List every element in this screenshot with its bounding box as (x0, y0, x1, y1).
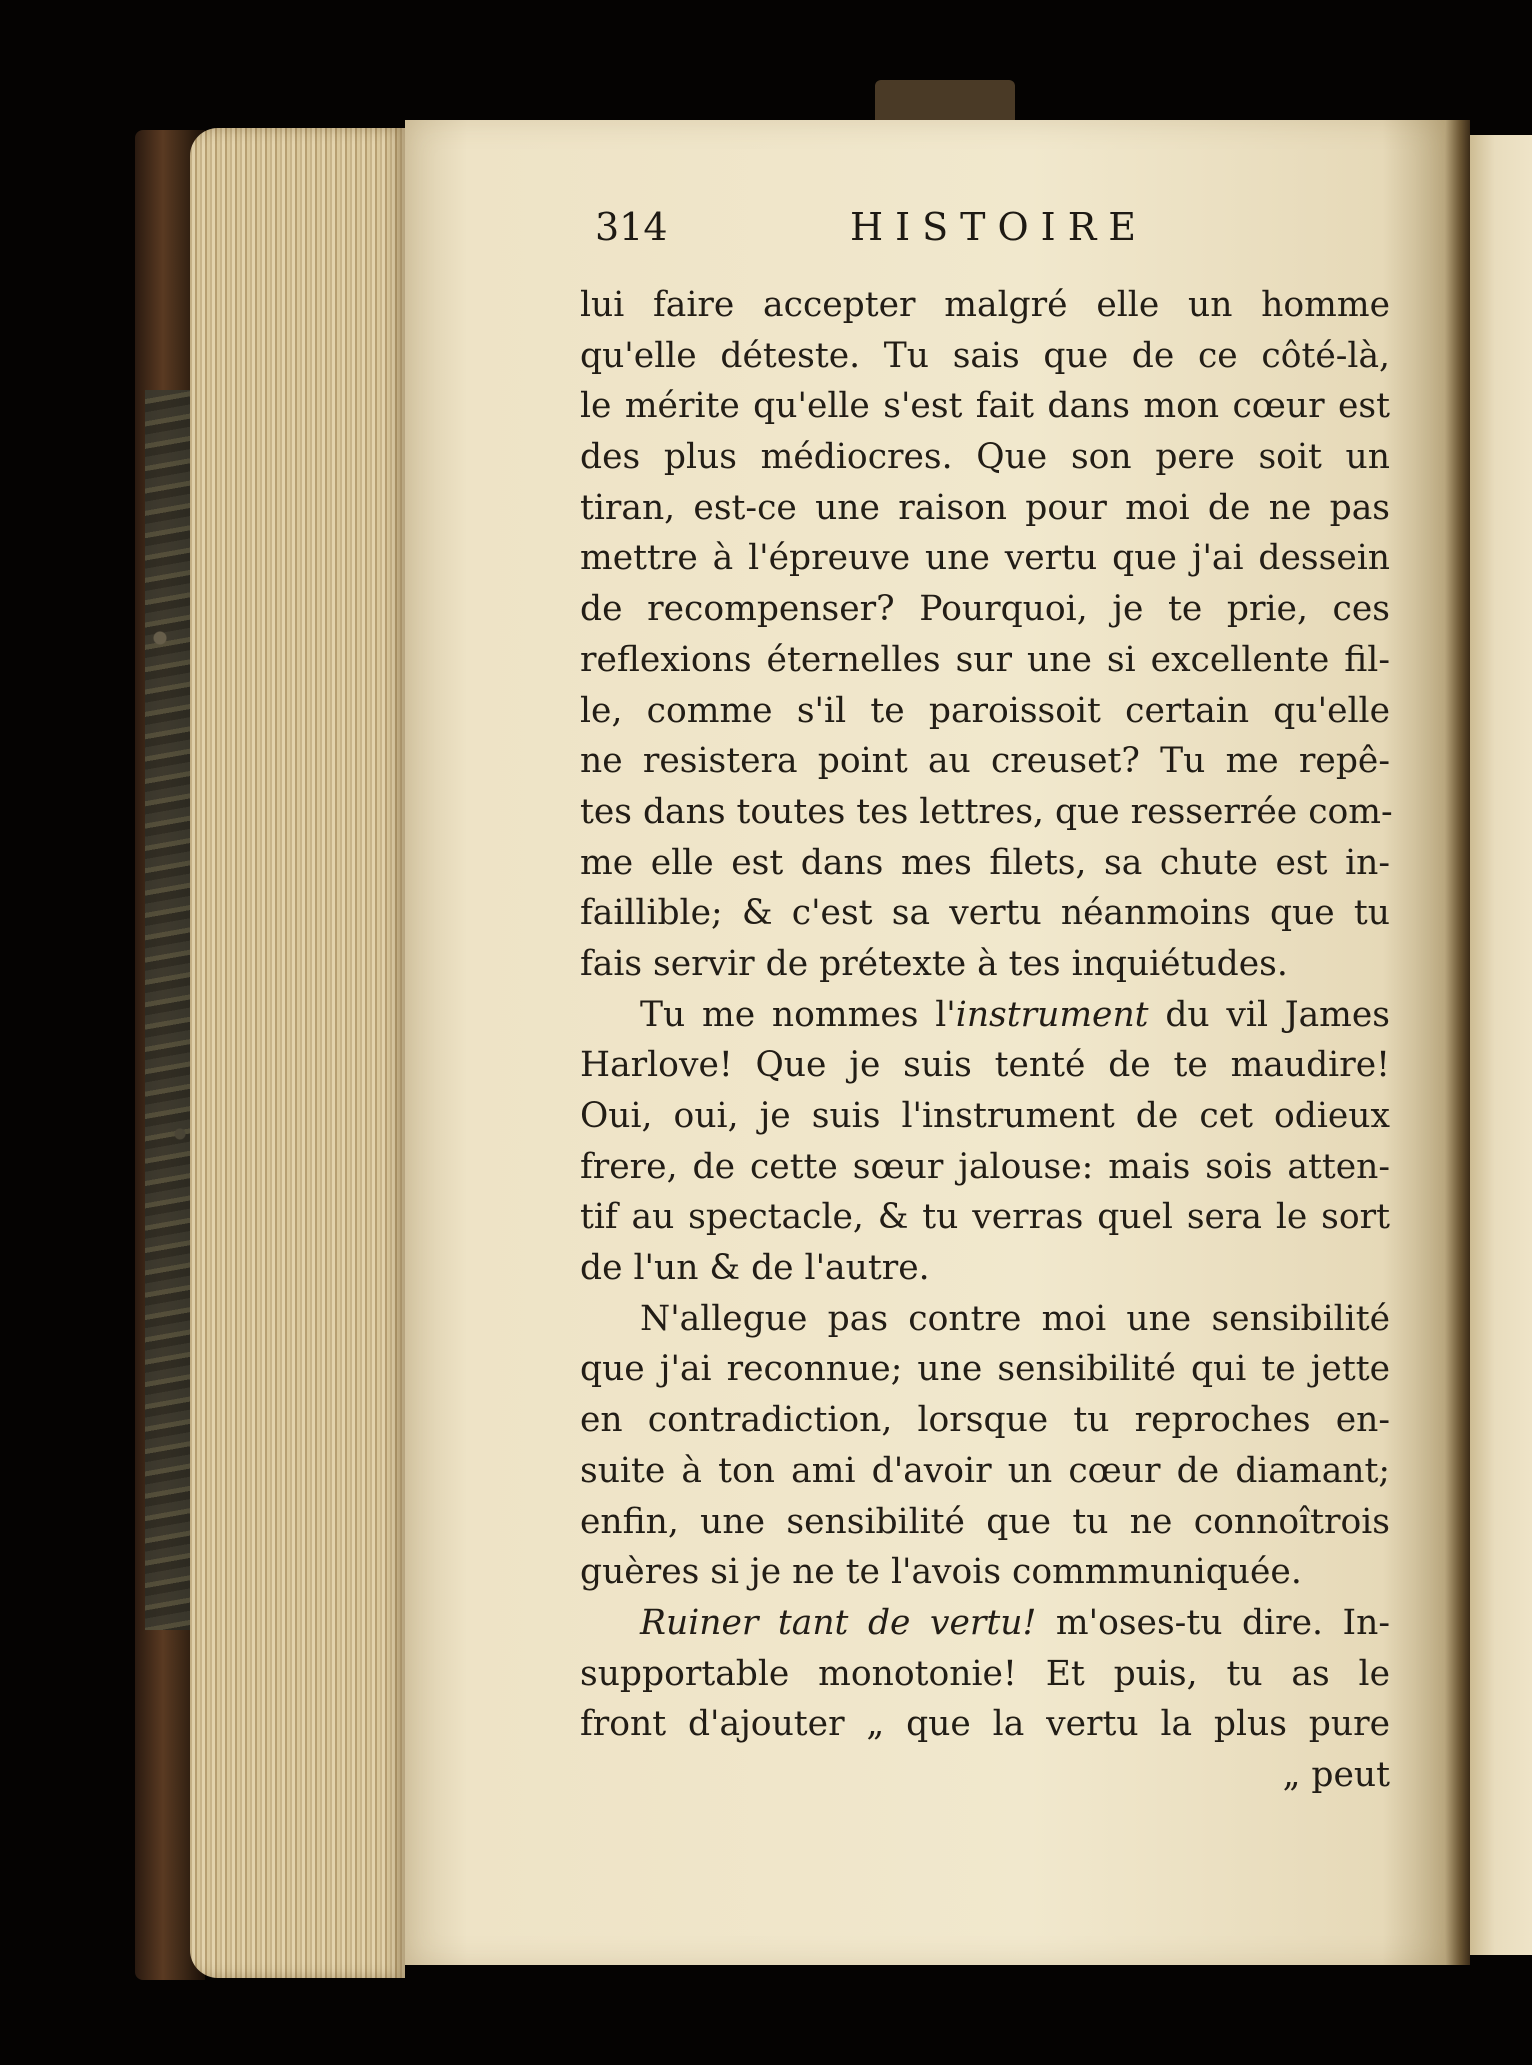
text-line: de l'un & de l'autre. (580, 1248, 930, 1289)
text-line: Oui, oui, je suis l'instrument de cet odieux (580, 1096, 1390, 1136)
text-line: tif au spectacle, & tu verras quel sera le sort (580, 1197, 1390, 1238)
text-line: supportable monotonie! Et puis, tu as le (580, 1653, 1390, 1694)
page-number: 314 (595, 205, 668, 249)
book-gutter (1445, 120, 1470, 1965)
paragraph-start-line: N'allegue pas contre moi une sensibilité (640, 1298, 1390, 1339)
marbled-cover-pattern (145, 390, 195, 1630)
italic-phrase: Ruiner tant de vertu! (640, 1602, 1037, 1643)
page-edges (190, 128, 405, 1978)
binding-tab (875, 80, 1015, 120)
text-line: Harlove! Que je suis tenté de te maudire! (580, 1045, 1390, 1086)
text-line: de recompenser? Pourquoi, je te prie, ces (580, 589, 1390, 630)
text-line: ne resistera point au creuset? Tu me repê- (580, 741, 1390, 782)
text-line: tiran, est-ce une raison pour moi de ne pas (580, 487, 1390, 528)
text-line: suite à ton ami d'avoir un cœur de diamant; (580, 1450, 1390, 1491)
text-line: fais servir de prétexte à tes inquiétudes. (580, 943, 1288, 984)
text-line: qu'elle déteste. Tu sais que de ce côté-là, (580, 335, 1390, 376)
text-line: guères si je ne te l'avois commmuniquée. (580, 1552, 1302, 1593)
catchword: „ peut (1282, 1754, 1390, 1795)
text-run: Tu me nommes l' (640, 994, 956, 1035)
text-line: le mérite qu'elle s'est fait dans mon cœur est (580, 386, 1390, 427)
italic-word: instrument (955, 994, 1149, 1035)
paragraph-start-line (580, 990, 1390, 1041)
text-line: reflexions éternelles sur une si excellente fil- (580, 639, 1390, 680)
paragraph-start-line (580, 1598, 1390, 1649)
text-line: me elle est dans mes filets, sa chute est in- (580, 842, 1390, 883)
text-line: des plus médiocres. Que son pere soit un (580, 437, 1390, 478)
text-line: lui faire accepter malgré elle un homme (580, 285, 1390, 325)
text-line: tes dans toutes tes lettres, que resserrée com- (580, 791, 1393, 832)
running-title: HISTOIRE (850, 205, 1149, 249)
text-line: enfin, une sensibilité que tu ne connoîtrois (580, 1501, 1390, 1542)
text-line: faillible; & c'est sa vertu néanmoins que tu (580, 893, 1390, 934)
text-line: frere, de cette sœur jalouse: mais sois atten- (580, 1146, 1390, 1187)
text-line: front d'ajouter „ que la vertu la plus pure (580, 1704, 1390, 1745)
text-line: que j'ai reconnue; une sensibilité qui te jette (580, 1349, 1390, 1390)
text-run: du vil James (1148, 994, 1391, 1035)
running-head (595, 205, 1235, 265)
right-page-edge (1470, 135, 1532, 1955)
text-line: en contradiction, lorsque tu reproches en- (580, 1400, 1390, 1441)
text-line: mettre à l'épreuve une vertu que j'ai dessein (580, 538, 1390, 579)
text-run: m'oses-tu dire. In- (1036, 1602, 1390, 1643)
text-line: le, comme s'il te paroissoit certain qu'elle (580, 690, 1390, 731)
page-text (580, 280, 1393, 1801)
